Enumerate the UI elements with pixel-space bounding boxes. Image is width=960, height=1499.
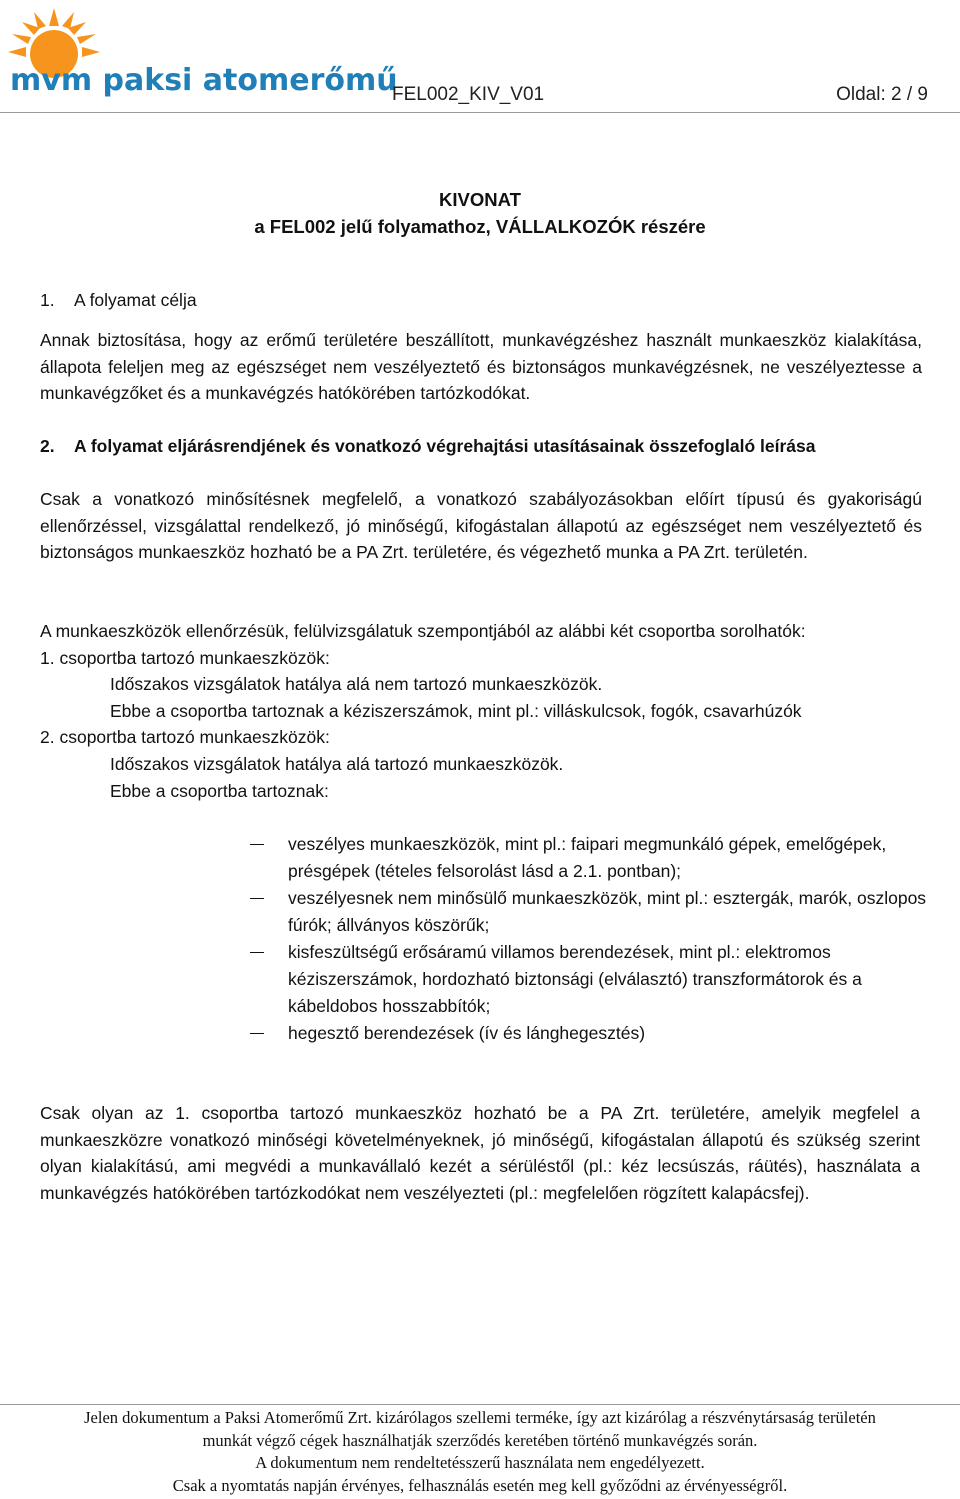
footer-line-3: A dokumentum nem rendeltetésszerű használata nem engedélyezett.	[255, 1453, 705, 1472]
list-item-text: hegesztő berendezések (ív és lánghegesztés)	[288, 1023, 646, 1043]
page-header	[0, 0, 960, 114]
company-logo	[4, 4, 398, 98]
page-number: Oldal: 2 / 9	[836, 84, 928, 105]
section-2-number: 2.	[40, 436, 55, 456]
page-footer	[0, 1407, 960, 1497]
list-item	[250, 1020, 940, 1047]
title-line-1: KIVONAT	[439, 189, 521, 210]
section-2-title: A folyamat eljárásrendjének és vonatkozó végrehajtási utasításainak összefoglaló leírása	[74, 436, 816, 456]
section-2-heading	[40, 433, 916, 459]
section-1-number: 1.	[40, 290, 55, 310]
logo-text: mvm paksi atomerőmű	[10, 63, 398, 98]
group-1-line-2: Ebbe a csoportba tartoznak a kéziszerszámok, mint pl.: villáskulcsok, fogók, csavarhúzók	[110, 700, 802, 721]
footer-divider	[0, 1404, 960, 1405]
dash-bullet-icon	[250, 898, 264, 899]
groups-block	[40, 618, 940, 804]
dash-bullet-icon	[250, 1033, 264, 1034]
section-2-paragraph-1: Csak a vonatkozó minősítésnek megfelelő, a vonatkozó szabályozásokban előírt típusú és gyakoriságú ellenőrzéssel, vizsgálattal rendelkező, jó minőségű, kifogástalan állapotú az egészséget nem veszélyeztető és biztonságos munkaeszköz hozható be a PA Zrt. területére, és végezhető munka a PA Zrt. területén.	[40, 489, 922, 563]
list-item-text: veszélyes munkaeszközök, mint pl.: faipari megmunkáló gépek, emelőgépek, présgépek (tételes felsorolást lásd a 2.1. pontban);	[288, 834, 887, 881]
group-2-title: 2. csoportba tartozó munkaeszközök:	[40, 727, 330, 748]
list-item-text: kisfeszültségű erősáramú villamos berendezések, mint pl.: elektromos kéziszerszámok, hordozható biztonsági (elválasztó) transzformátorok és a kábeldobos hosszabbítók;	[288, 942, 862, 1016]
list-item	[250, 831, 940, 885]
list-item	[250, 939, 940, 1020]
groups-intro: A munkaeszközök ellenőrzésük, felülvizsgálatuk szempontjából az alábbi két csoportba sorolhatók:	[40, 621, 806, 641]
group-2-line-1: Időszakos vizsgálatok hatálya alá tartozó munkaeszközök.	[110, 753, 564, 774]
footer-line-2: munkát végző cégek használhatják szerződés keretében történő munkavégzés során.	[202, 1430, 758, 1450]
group-1-line-1: Időszakos vizsgálatok hatálya alá nem tartozó munkaeszközök.	[110, 674, 603, 695]
footer-line-4: Csak a nyomtatás napján érvényes, felhasználás esetén meg kell győződni az érvényességről.	[172, 1475, 788, 1495]
document-code: FEL002_KIV_V01	[392, 84, 545, 105]
list-item	[250, 885, 940, 939]
section-2-paragraph-2: Csak olyan az 1. csoportba tartozó munkaeszköz hozható be a PA Zrt. területére, amelyik megfelel a munkaeszközre vonatkozó minőségi követelményeknek, jó minőségű, kifogástalan állapotú és szükség szerint olyan kialakítású, ami megvédi a munkavállaló kezét a sérüléstől (pl.: kéz lecsúszás, ráütés), használata a munkavégzés hatókörében tartózkodókat nem veszélyezteti (pl.: megfelelően rögzített kalapácsfej).	[40, 1103, 920, 1203]
section-1-heading	[40, 287, 916, 313]
dash-bullet-icon	[250, 952, 264, 953]
dash-bullet-icon	[250, 844, 264, 845]
group-2-line-2: Ebbe a csoportba tartoznak:	[110, 780, 329, 801]
equipment-bullet-list	[250, 831, 940, 1047]
group-1-title: 1. csoportba tartozó munkaeszközök:	[40, 647, 330, 668]
header-divider	[0, 112, 960, 113]
section-1-paragraph: Annak biztosítása, hogy az erőmű területére beszállított, munkavégzéshez használt munkaeszköz kialakítása, állapota feleljen meg az egészséget nem veszélyeztető és biztonságos munkavégzésnek, ne veszélyeztesse a munkavégzőket és a munkavégzés hatókörében tartózkodókat.	[40, 330, 922, 404]
document-title	[0, 186, 960, 240]
section-1-title: A folyamat célja	[74, 290, 197, 310]
sun-logo-icon	[4, 4, 398, 98]
title-line-2: a FEL002 jelű folyamathoz, VÁLLALKOZÓK részére	[254, 216, 706, 237]
footer-line-1: Jelen dokumentum a Paksi Atomerőmű Zrt. kizárólagos szellemi terméke, így azt kizárólag a részvénytársaság területén	[84, 1408, 876, 1427]
list-item-text: veszélyesnek nem minősülő munkaeszközök, mint pl.: esztergák, marók, oszlopos fúrók; állványos köszörűk;	[288, 888, 927, 935]
